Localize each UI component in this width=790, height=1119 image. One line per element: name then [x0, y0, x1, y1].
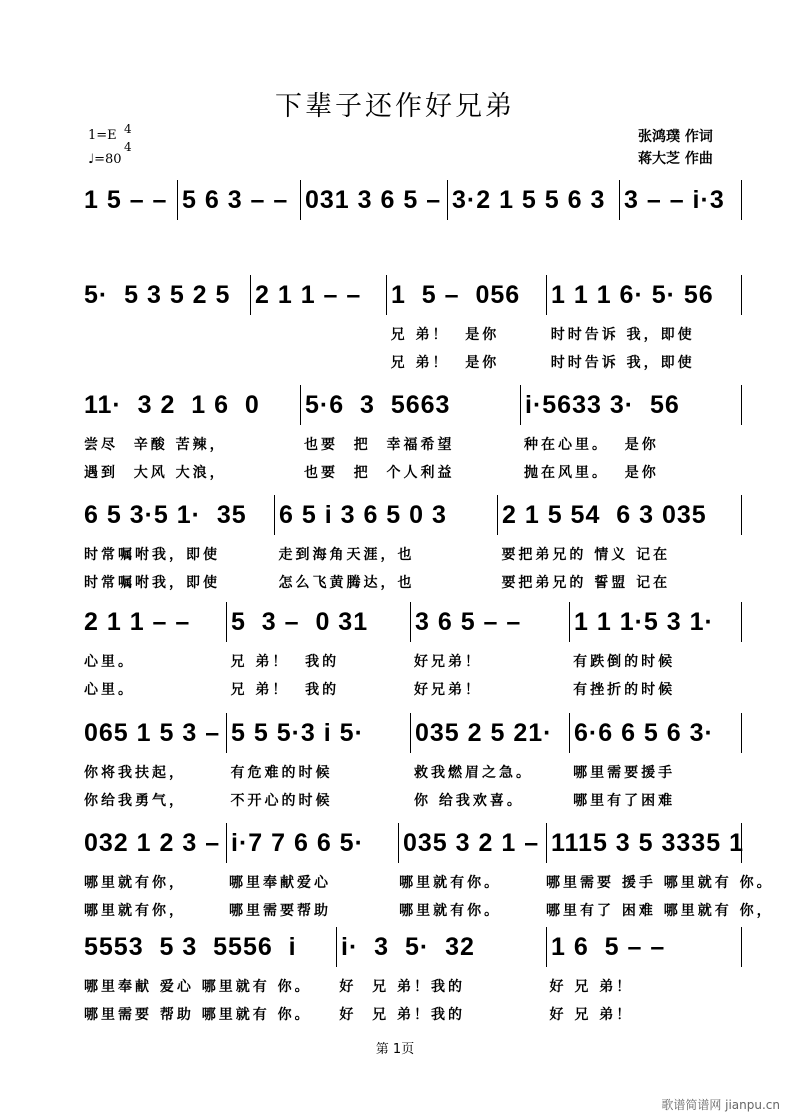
lyric-segment: 哪里有了 困难 哪里就有 你，	[546, 903, 774, 919]
measure	[619, 180, 742, 220]
lyric-segment: 救我燃眉之急。	[414, 765, 534, 781]
measure	[497, 495, 742, 535]
lyric-segment: 哪里就有你，	[84, 903, 186, 919]
lyric-segment: 兄 弟！ 我的	[230, 682, 340, 698]
measure	[226, 602, 410, 642]
lyric-segment: 有跌倒的时候	[573, 654, 676, 670]
lyric-segment: 哪里需要 援手 哪里就有 你。	[546, 875, 774, 891]
lyric-segment: 哪里就有你。	[399, 875, 502, 891]
lyric-segment	[80, 349, 250, 377]
measure	[226, 823, 398, 863]
lyric-segment: 你将我扶起，	[84, 765, 186, 781]
credits	[638, 126, 713, 170]
lyric-segment: 好兄弟！	[414, 682, 483, 698]
song-title: 下辈子还作好兄弟	[275, 91, 515, 122]
measure-notes: 1 1 1 6· 5· 56	[551, 281, 714, 309]
lyric-segment: 兄 弟！ 是你	[390, 327, 500, 343]
music-row	[80, 823, 774, 925]
page-number: 第 1页	[375, 1042, 415, 1057]
measure-notes: 5 6 3 – –	[182, 186, 289, 214]
measure-notes: 6·6 6 5 6 3·	[574, 719, 714, 747]
lyric-segment: 哪里就有你，	[84, 875, 186, 891]
lyric-segment: 你 给我欢喜。	[414, 793, 524, 809]
measure	[80, 823, 226, 863]
measure	[520, 385, 742, 425]
time-signature	[124, 120, 132, 156]
lyric-line	[80, 321, 742, 349]
lyric-segment: 好 兄 弟！我的	[339, 979, 465, 995]
lyric-line	[80, 349, 742, 377]
measure-notes: 3·2 1 5 5 6 3	[452, 186, 606, 214]
lyric-segment: 有危难的时候	[230, 765, 333, 781]
lyric-segment: 好 兄 弟！	[549, 979, 634, 995]
meter-bottom: 4	[124, 140, 132, 154]
lyric-segment: 时常嘱咐我，即使	[84, 575, 220, 591]
lyric-segment: 要把弟兄的 情义 记在	[501, 547, 671, 563]
measure-notes: 1 1 1·5 3 1·	[574, 608, 714, 636]
lyric-segment: 兄 弟！ 我的	[230, 654, 340, 670]
lyric-segment	[619, 226, 742, 254]
music-row	[80, 275, 742, 377]
measure	[274, 495, 497, 535]
lyricist: 张鸿璞 作词	[638, 129, 713, 145]
measure	[177, 180, 300, 220]
lyric-segment: 种在心里。 是你	[524, 437, 659, 453]
measure-notes: 5553 5 3 5556 i	[84, 933, 297, 961]
measure-notes: 5·6 3 5663	[305, 391, 451, 419]
tempo-marking: ♩=80	[88, 152, 122, 167]
measure-notes: 031 3 6 5 –	[305, 186, 442, 214]
lyric-segment: 好兄弟！	[414, 654, 483, 670]
lyric-segment: 时时告诉 我，即使	[550, 355, 695, 371]
measure-notes: 2 1 1 – –	[255, 281, 362, 309]
lyric-line	[80, 1001, 742, 1029]
music-row	[80, 495, 742, 597]
measure	[226, 713, 410, 753]
measure-notes: i· 3 5· 32	[341, 933, 475, 961]
measure-notes: 5· 5 3 5 2 5	[84, 281, 231, 309]
lyric-segment: 怎么飞黄腾达，也	[278, 575, 415, 591]
measure	[410, 713, 569, 753]
measure-notes: i·7 7 6 6 5·	[231, 829, 364, 857]
measure-notes: 2 1 5 54 6 3 035	[502, 501, 707, 529]
measure	[546, 823, 742, 863]
lyric-segment: 不开心的时候	[230, 793, 333, 809]
lyric-line	[80, 459, 742, 487]
lyric-segment: 哪里就有你。	[399, 903, 502, 919]
meter-top: 4	[124, 122, 132, 136]
lyric-line	[80, 787, 742, 815]
lyric-segment	[250, 321, 387, 349]
lyric-segment: 时常嘱咐我，即使	[84, 547, 220, 563]
measure	[80, 275, 250, 315]
lyric-line	[80, 897, 774, 925]
lyric-line	[80, 869, 774, 897]
measure-notes: 032 1 2 3 –	[84, 829, 221, 857]
composer: 蒋大芝 作曲	[638, 151, 713, 167]
lyric-segment	[448, 226, 619, 254]
lyric-segment	[301, 226, 448, 254]
measure-notes: 6 5 i 3 6 5 0 3	[279, 501, 447, 529]
lyric-segment: 哪里有了困难	[573, 793, 676, 809]
music-row	[80, 602, 742, 704]
measure-notes: 1 5 – 056	[391, 281, 521, 309]
lyric-segment: 哪里奉献 爱心 哪里就有 你。	[84, 979, 312, 995]
lyric-segment: 哪里需要帮助	[228, 903, 331, 919]
lyric-segment: 遇到 大风 大浪，	[84, 465, 227, 481]
lyric-segment	[250, 349, 387, 377]
measure-notes: 3 6 5 – –	[415, 608, 522, 636]
measure-notes: 6 5 3·5 1· 35	[84, 501, 247, 529]
lyric-segment: 抛在风里。 是你	[524, 465, 659, 481]
lyric-segment	[178, 226, 301, 254]
lyric-segment: 要把弟兄的 誓盟 记在	[501, 575, 671, 591]
music-row	[80, 385, 742, 487]
lyric-line	[80, 759, 742, 787]
lyric-segment: 好 兄 弟！我的	[339, 1007, 465, 1023]
measure	[386, 275, 546, 315]
key-signature: 1=E	[88, 128, 117, 143]
music-row	[80, 180, 742, 282]
lyric-segment: 哪里需要 帮助 哪里就有 你。	[84, 1007, 312, 1023]
measure	[300, 385, 520, 425]
measure	[250, 275, 386, 315]
lyric-line	[80, 226, 742, 254]
measure-notes: i·5633 3· 56	[525, 391, 680, 419]
measure	[300, 180, 447, 220]
measure-notes: 035 2 5 21·	[415, 719, 553, 747]
measure	[80, 602, 226, 642]
lyric-line	[80, 676, 742, 704]
measure-notes: 3 – – i·3	[624, 186, 725, 214]
lyric-segment: 哪里奉献爱心	[228, 875, 331, 891]
measure-notes: 2 1 1 – –	[84, 608, 191, 636]
lyric-segment: 兄 弟！ 是你	[390, 355, 500, 371]
measure-notes: 035 3 2 1 –	[403, 829, 540, 857]
measure	[546, 927, 742, 967]
measure	[398, 823, 546, 863]
measure-notes: 065 1 5 3 –	[84, 719, 221, 747]
lyric-segment: 心里。	[84, 654, 135, 670]
lyric-segment: 你给我勇气，	[84, 793, 186, 809]
lyric-line	[80, 541, 742, 569]
lyric-line	[80, 431, 742, 459]
measure	[80, 495, 274, 535]
watermark: 歌谱简谱网 jianpu.cn	[661, 1098, 780, 1112]
lyric-segment: 也要 把 幸福希望	[304, 437, 455, 453]
measure	[447, 180, 619, 220]
lyric-segment: 走到海角天涯，也	[278, 547, 415, 563]
lyric-segment: 尝尽 辛酸 苦辣，	[84, 437, 227, 453]
measure	[546, 275, 742, 315]
measure	[80, 180, 177, 220]
lyric-segment: 哪里需要援手	[573, 765, 676, 781]
measure	[569, 602, 742, 642]
music-row	[80, 927, 742, 1029]
lyric-segment: 也要 把 个人利益	[304, 465, 455, 481]
measure	[80, 927, 336, 967]
lyric-line	[80, 973, 742, 1001]
measure	[80, 385, 300, 425]
lyric-line	[80, 648, 742, 676]
measure-notes: 1115 3 5 3335 1	[551, 829, 744, 857]
lyric-segment	[80, 321, 250, 349]
music-row	[80, 713, 742, 815]
measure-notes: 11· 3 2 1 6 0	[84, 391, 260, 419]
lyric-segment: 有挫折的时候	[573, 682, 676, 698]
measure	[336, 927, 546, 967]
measure-notes: 1 6 5 – –	[551, 933, 666, 961]
measure	[569, 713, 742, 753]
measure-notes: 5 5 5·3 i 5·	[231, 719, 364, 747]
lyric-segment: 时时告诉 我，即使	[550, 327, 695, 343]
lyric-segment	[80, 226, 178, 254]
measure	[410, 602, 569, 642]
measure-notes: 5 3 – 0 31	[231, 608, 369, 636]
measure-notes: 1 5 – –	[84, 186, 168, 214]
lyric-segment: 好 兄 弟！	[549, 1007, 634, 1023]
measure	[80, 713, 226, 753]
lyric-segment: 心里。	[84, 682, 135, 698]
lyric-line	[80, 569, 742, 597]
